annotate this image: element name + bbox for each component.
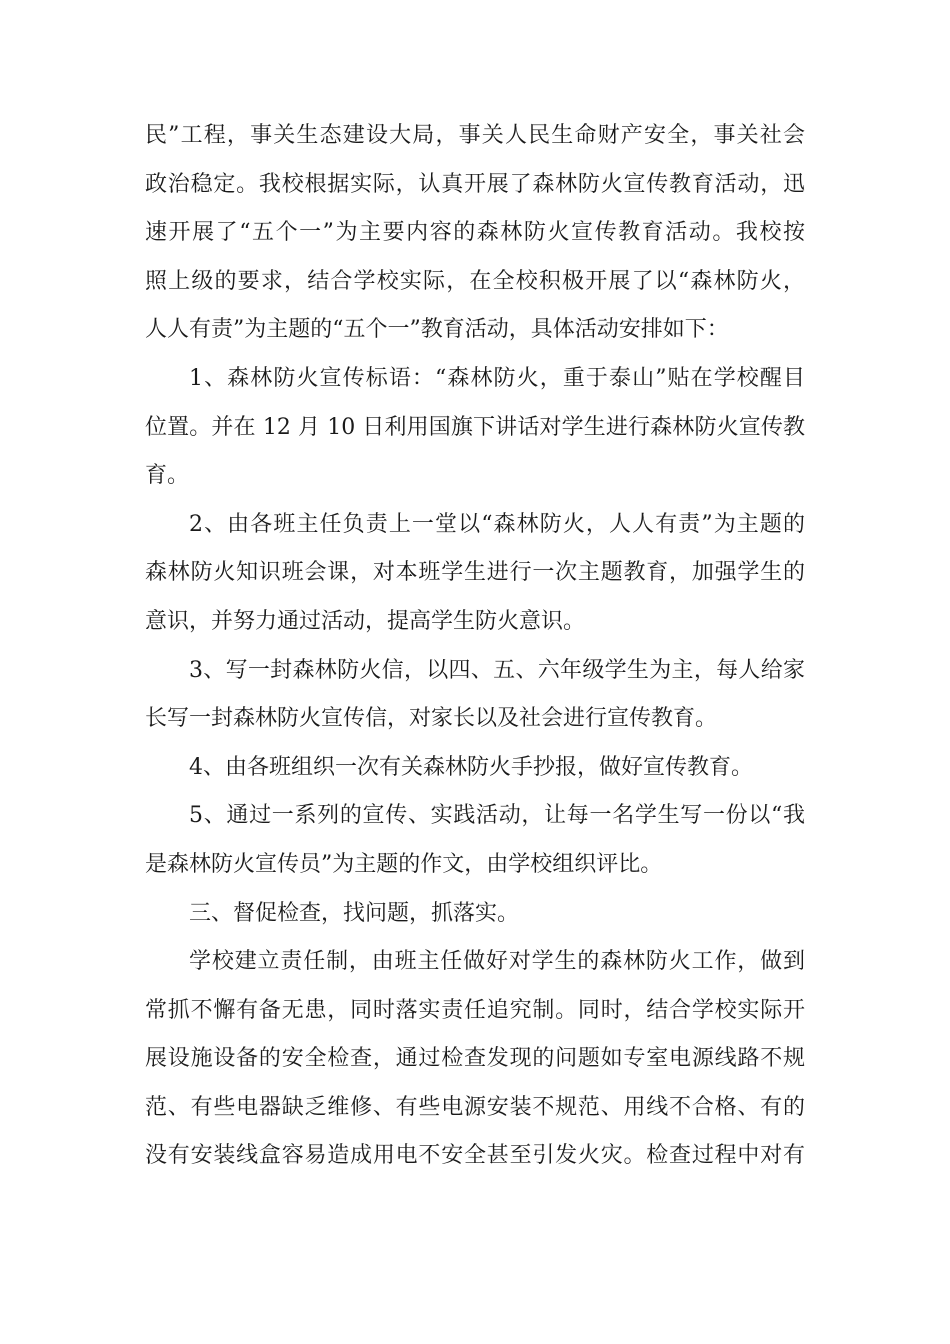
text-line: 5、通过一系列的宣传、实践活动，让每一名学生写一份以“我 (189, 803, 805, 829)
text-line: 森林防火知识班会课，对本班学生进行一次主题教育，加强学生的 (145, 560, 805, 586)
text-line: 学校建立责任制，由班主任做好对学生的森林防火工作，做到 (189, 949, 805, 975)
text-line: 育。 (145, 463, 190, 489)
text-line: 常抓不懈有备无患，同时落实责任追究制。同时，结合学校实际开 (145, 997, 805, 1023)
text-line: 范、有些电器缺乏维修、有些电源安装不规范、用线不合格、有的 (145, 1094, 805, 1120)
text-line: 3、写一封森林防火信，以四、五、六年级学生为主，每人给家 (189, 657, 805, 683)
text-line: 速开展了“五个一”为主要内容的森林防火宣传教育活动。我校按 (145, 220, 805, 246)
text-line: 没有安装线盒容易造成用电不安全甚至引发火灾。检查过程中对有 (145, 1143, 805, 1169)
text-line: 照上级的要求，结合学校实际，在全校积极开展了以“森林防火， (145, 268, 805, 294)
text-line: 民”工程，事关生态建设大局，事关人民生命财产安全，事关社会 (145, 123, 805, 148)
text-line: 长写一封森林防火宣传信，对家长以及社会进行宣传教育。 (145, 706, 718, 732)
text-line: 是森林防火宣传员”为主题的作文，由学校组织评比。 (145, 851, 663, 877)
text-line: 政治稳定。我校根据实际，认真开展了森林防火宣传教育活动，迅 (145, 171, 805, 197)
text-line: 2、由各班主任负责上一堂以“森林防火，人人有责”为主题的 (189, 511, 805, 537)
section-heading: 三、督促检查，找问题，抓落实。 (189, 900, 520, 926)
text-line: 1、森林防火宣传标语：“森林防火，重于泰山”贴在学校醒目 (189, 365, 805, 391)
text-line: 展设施设备的安全检查，通过检查发现的问题如专室电源线路不规 (145, 1046, 805, 1072)
document-body (145, 112, 805, 1181)
text-line: 意识，并努力通过活动，提高学生防火意识。 (145, 608, 586, 634)
text-line: 人人有责”为主题的“五个一”教育活动，具体活动安排如下： (145, 317, 729, 343)
text-line: 位置。并在 12 月 10 日利用国旗下讲话对学生进行森林防火宣传教 (145, 414, 805, 440)
text-line: 4、由各班组织一次有关森林防火手抄报，做好宣传教育。 (189, 754, 753, 780)
